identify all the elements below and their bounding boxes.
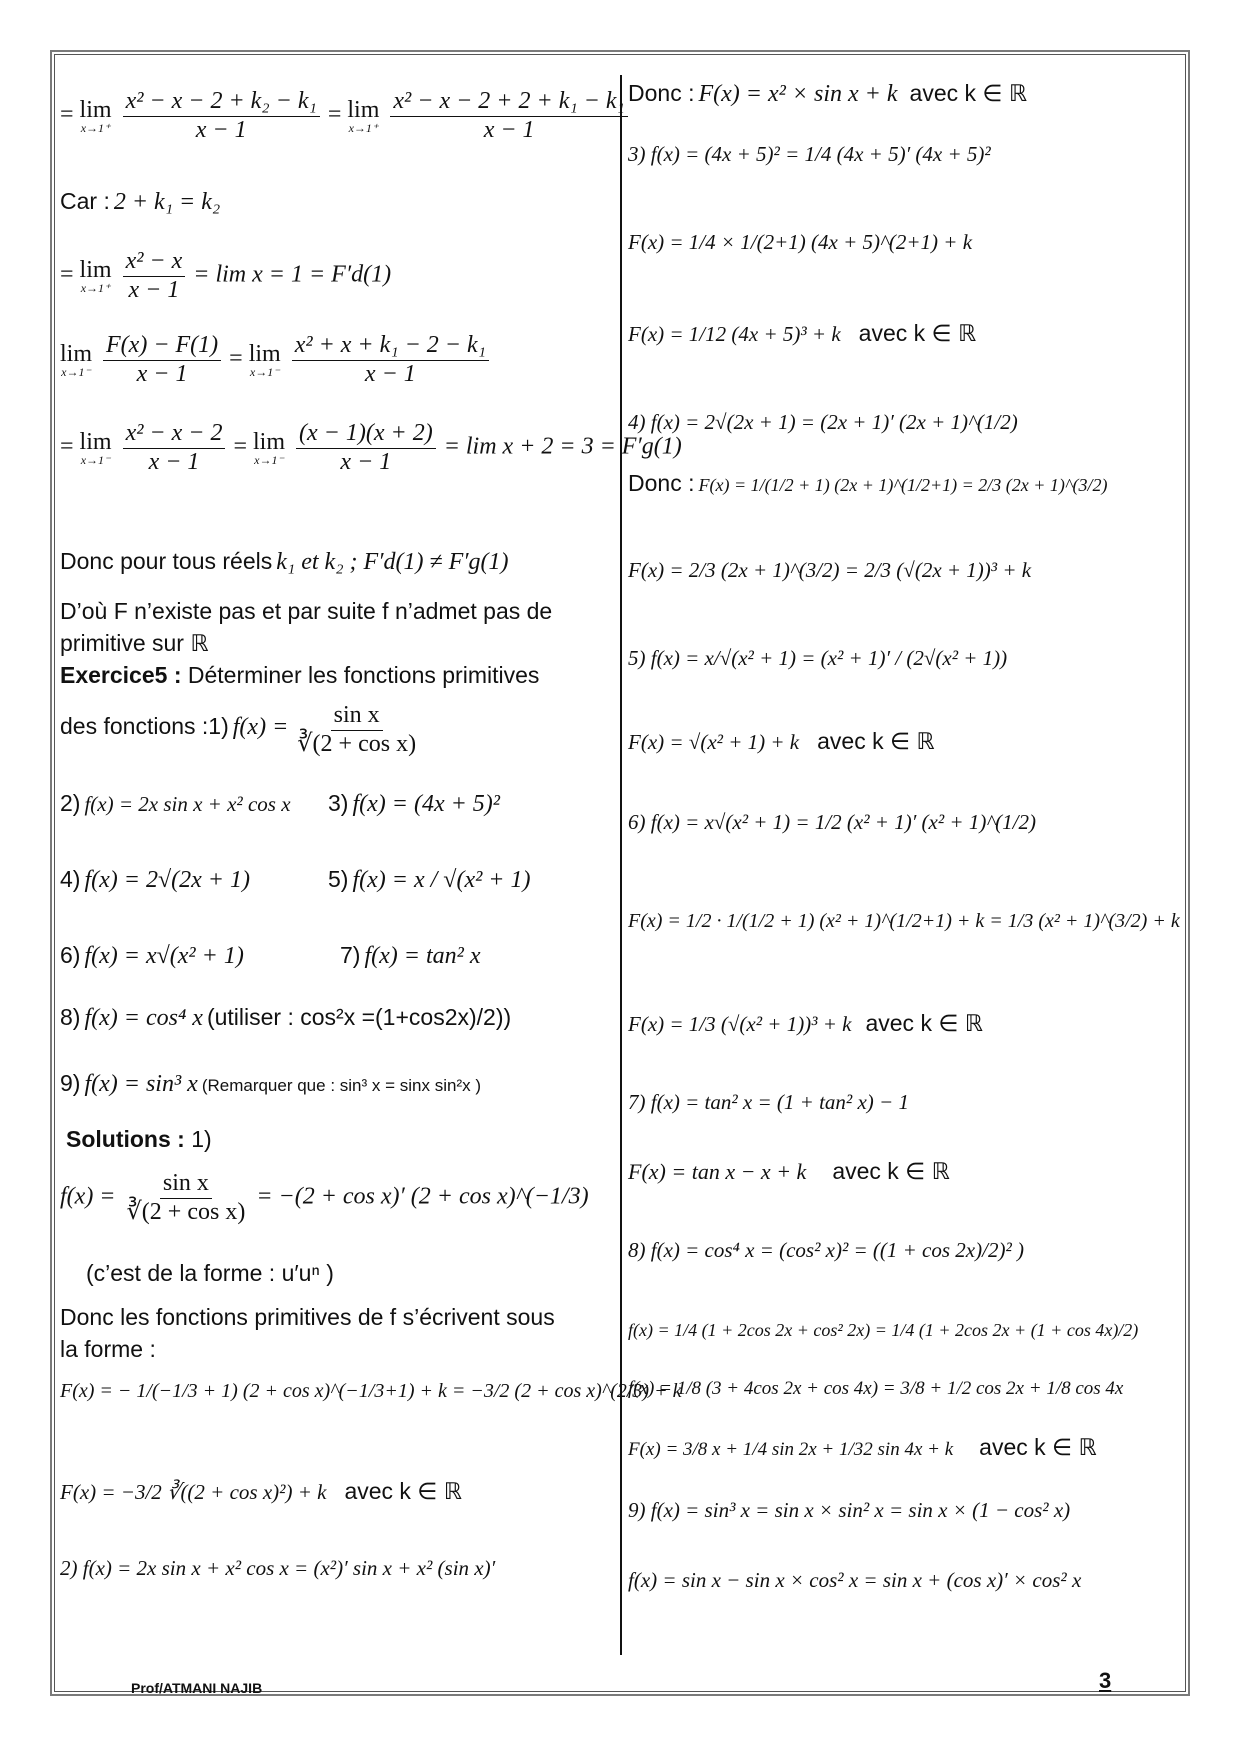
limit-right-line-1: = lim x→1⁺ $\frac{\text{x² − x − 2 + k₂ − k₁}}{x - 1}$ = lim x→1⁺ $\frac{\text{x² − x − 2 + 2 + k₁ − k₁}}{x - 1}$ [60,88,630,144]
limit-left-line-2: = lim x→1⁻ $\frac{\text{x² − x − 2}}{x - 1}$ = lim x→1⁻ $\frac{(x - 1)(x + 2)}{x - 1}$ = lim x + 2 = 3 = F′g(1) [60,420,682,475]
footer-author: Prof/ATMANI NAJIB [131,1680,263,1696]
conclusion-line: Donc pour tous réels k₁ et k₂ ; F′d(1) ≠ F′g(1) [60,548,509,575]
solution-4-F-b: F(x) = 2/3 (2x + 1)^(3/2) = 2/3 (√(2x + 1))³ + k [628,558,1032,582]
solution-9-f-b: f(x) = sin x − sin x × cos² x = sin x + (cos x)′ × cos² x [628,1568,1082,1592]
solution-3-F-b: F(x) = 1/12 (4x + 5)³ + k avec k ∈ ℝ [628,320,977,346]
primitives-form-line-1: Donc les fonctions primitives de f s’écrivent sous [60,1304,555,1330]
no-primitive-line-2: primitive sur ℝ [60,630,209,656]
limit-right-line-2: = lim x→1⁺ $\frac{\text{x² − x}}{x - 1}$ = lim x = 1 = F′d(1) [60,248,392,303]
solution-8-F: F(x) = 3/8 x + 1/4 sin 2x + 1/32 sin 4x + k avec k ∈ ℝ [628,1434,1097,1460]
solution-5-f: 5) f(x) = x/√(x² + 1) = (x² + 1)′ / (2√(x² + 1)) [628,646,1008,670]
exercise-5-item-4: 4) f(x) = 2√(2x + 1) [60,866,250,893]
solution-7-f: 7) f(x) = tan² x = (1 + tan² x) − 1 [628,1090,909,1114]
exercise-5-heading: Exercice5 : Déterminer les fonctions primitives [60,662,540,688]
form-note: (c’est de la forme : u′uⁿ ) [86,1260,334,1286]
exercise-5-item-3: 3) f(x) = (4x + 5)² [328,790,500,817]
exercise-5-item-8: 8) f(x) = cos⁴ x (utiliser : cos²x =(1+cos2x)/2)) [60,1004,512,1031]
solutions-title: Solutions : [66,1126,185,1152]
solution-7-F: F(x) = tan x − x + k avec k ∈ ℝ [628,1158,950,1184]
solution-4-f: 4) f(x) = 2√(2x + 1) = (2x + 1)′ (2x + 1)^(1/2) [628,410,1018,434]
exercise-5-item-7: 7) f(x) = tan² x [340,942,481,969]
exercise-5-title: Exercice5 : [60,662,182,688]
solution-6-f: 6) f(x) = x√(x² + 1) = 1/2 (x² + 1)′ (x² + 1)^(1/2) [628,810,1037,834]
column-divider [620,75,622,1655]
solution-8-f-b: f(x) = 1/4 (1 + 2cos 2x + cos² 2x) = 1/4 (1 + 2cos 2x + (1 + cos 4x)/2) [628,1320,1139,1340]
page-number: 3 [1099,1668,1112,1693]
exercise-5-item-6: 6) f(x) = x√(x² + 1) [60,942,244,969]
exercise-5-item-1: des fonctions :1) f(x) = $\frac{\text{sin x}}{\text{∛(2 + cos x)}}$ [60,702,417,757]
solution-6-F-b: F(x) = 1/3 (√(x² + 1))³ + k avec k ∈ ℝ [628,1010,983,1036]
exercise-5-item-5: 5) f(x) = x / √(x² + 1) [328,866,531,893]
solution-8-f-a: 8) f(x) = cos⁴ x = (cos² x)² = ((1 + cos 2x)/2)² ) [628,1238,1024,1262]
car-line: Car : 2 + k₁ = k₂ [60,188,221,215]
solution-4-F-a: Donc : F(x) = 1/(1/2 + 1) (2x + 1)^(1/2+1) = 2/3 (2x + 1)^(3/2) [628,470,1108,496]
exercise-5-item-2: 2) f(x) = 2x sin x + x² cos x [60,790,291,816]
solution-3-f: 3) f(x) = (4x + 5)² = 1/4 (4x + 5)′ (4x + 5)² [628,142,991,166]
solution-9-f-a: 9) f(x) = sin³ x = sin x × sin² x = sin x × (1 − cos² x) [628,1498,1071,1522]
solution-6-F-a: F(x) = 1/2 · 1/(1/2 + 1) (x² + 1)^(1/2+1) + k = 1/3 (x² + 1)^(3/2) + k [628,910,1180,932]
limit-left-line-1: lim x→1⁻ $\frac{F(x) - F(1)}{x - 1}$ = lim x→1⁻ $\frac{\text{x² + x + k₁ − 2 − k₁}}{x - 1}$ [60,332,491,388]
primitives-form-line-2: la forme : [60,1336,156,1362]
solution-2-f: 2) f(x) = 2x sin x + x² cos x = (x²)′ sin x + x² (sin x)′ [60,1556,496,1580]
solution-5-F: F(x) = √(x² + 1) + k avec k ∈ ℝ [628,728,935,754]
solution-2-F: Donc : F(x) = x² × sin x + k avec k ∈ ℝ [628,80,1028,107]
solution-1-F-b: F(x) = −3/2 ∛((2 + cos x)²) + k avec k ∈ ℝ [60,1478,462,1504]
exercise-5-item-9: 9) f(x) = sin³ x (Remarquer que : sin³ x = sinx sin²x ) [60,1070,481,1097]
solution-8-f-c: f(x) = 1/8 (3 + 4cos 2x + cos 4x) = 3/8 + 1/2 cos 2x + 1/8 cos 4x [628,1378,1124,1399]
solution-1-F-a: F(x) = − 1/(−1/3 + 1) (2 + cos x)^(−1/3+1) + k = −3/2 (2 + cos x)^(2/3) + k [60,1380,682,1402]
no-primitive-line-1: D’où F n’existe pas et par suite f n’admet pas de [60,598,553,624]
solution-3-F-a: F(x) = 1/4 × 1/(2+1) (4x + 5)^(2+1) + k [628,230,973,254]
solution-1-f: f(x) = $\frac{\text{sin x}}{\text{∛(2 + cos x)}}$ = −(2 + cos x)′ (2 + cos x)^(−1/3) [60,1170,589,1225]
solutions-heading: Solutions : 1) [66,1126,212,1152]
